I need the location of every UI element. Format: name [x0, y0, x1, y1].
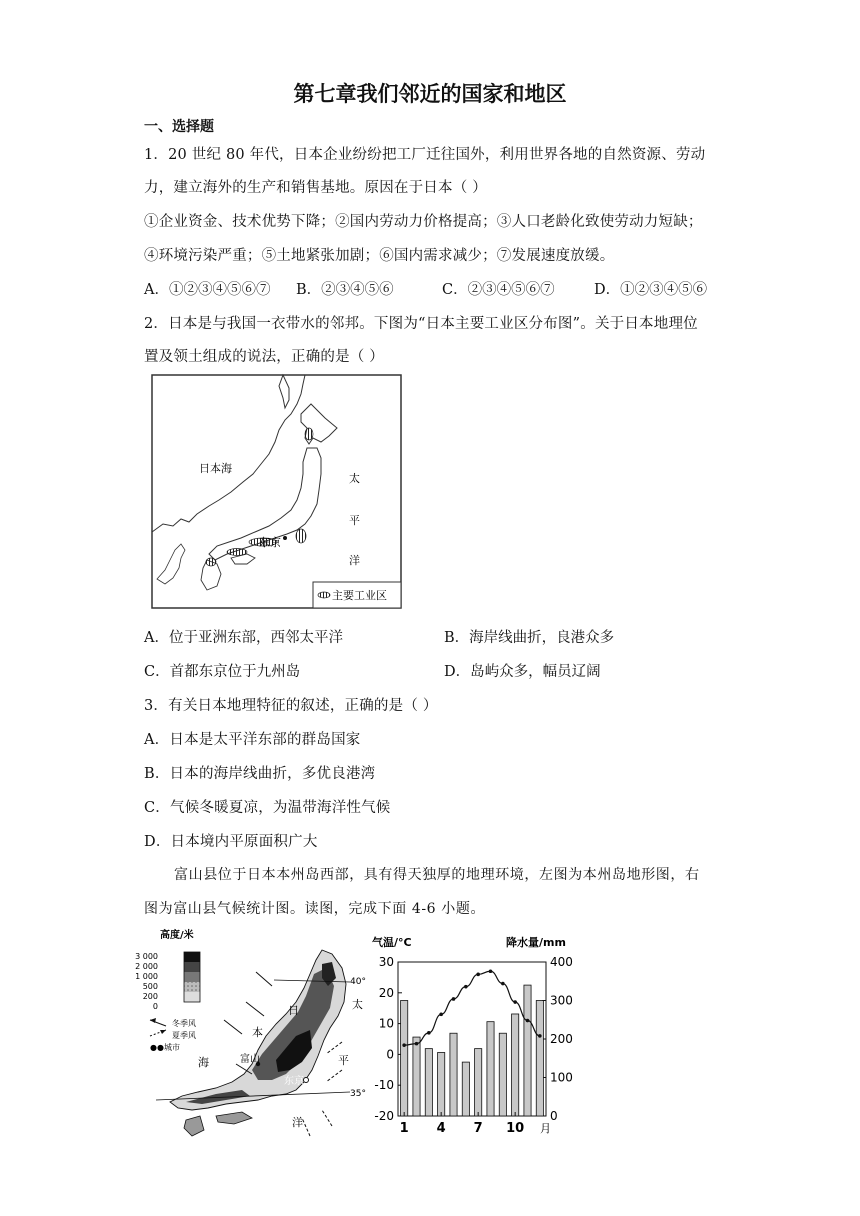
map-legend-label: 主要工业区: [332, 589, 387, 602]
temperature-point: [489, 969, 493, 973]
temperature-point: [452, 997, 456, 1001]
q3-option-a[interactable]: A．日本是太平洋东部的群岛国家: [144, 732, 361, 748]
japan-industrial-map: [151, 374, 403, 610]
q3-option-c[interactable]: C．气候冬暖夏凉，为温带海洋性气候: [144, 800, 391, 816]
left-tick-label: -10: [374, 1078, 394, 1093]
temperature-point: [402, 1043, 406, 1047]
label-tokyo: 东京: [284, 1076, 304, 1087]
label-toyama: 富山: [240, 1054, 260, 1065]
x-unit-label: 月: [540, 1122, 551, 1135]
tokyo-label: 东京: [259, 536, 281, 549]
precipitation-bar: [462, 1062, 469, 1116]
elev-3000: 3 000: [135, 952, 158, 961]
elev-200: 200: [142, 992, 158, 1001]
temperature-point: [513, 1000, 517, 1004]
city-legend-label: ●●城市: [150, 1043, 180, 1052]
right-tick-label: 400: [550, 955, 573, 969]
page-title: 第七章我们邻近的国家和地区: [293, 82, 567, 106]
precipitation-bar: [401, 1001, 408, 1117]
right-tick-label: 100: [550, 1070, 573, 1085]
precipitation-bar: [450, 1033, 457, 1116]
section-heading: 一、选择题: [144, 119, 214, 135]
lat-40: 40°: [350, 977, 366, 987]
temperature-point: [464, 985, 468, 989]
ocean-char-2: 平: [349, 514, 360, 527]
temperature-point: [415, 1042, 419, 1046]
left-tick-label: 30: [378, 955, 394, 969]
left-tick-label: 20: [378, 985, 394, 1000]
q1-option-c[interactable]: C．②③④⑤⑥⑦: [442, 282, 555, 298]
precipitation-bar: [512, 1014, 519, 1116]
winter-wind-label: 冬季风: [172, 1019, 196, 1028]
right-tick-label: 300: [550, 993, 573, 1008]
left-tick-label: 0: [386, 1047, 394, 1062]
precipitation-bar: [413, 1037, 420, 1116]
elev-1000: 1 000: [135, 972, 158, 981]
elev-0: 0: [152, 1002, 158, 1011]
q1-option-d[interactable]: D．①②③④⑤⑥: [594, 282, 708, 298]
temperature-point: [501, 982, 505, 986]
label-ping: 平: [338, 1054, 349, 1067]
elev-2000: 2 000: [135, 962, 158, 971]
x-tick-label: 7: [473, 1121, 483, 1136]
q1-option-a[interactable]: A．①②③④⑤⑥⑦: [144, 282, 271, 298]
right-tick-label: 200: [550, 1032, 573, 1046]
q3-option-b[interactable]: B．日本的海岸线曲折，多优良港湾: [144, 766, 376, 782]
x-tick-label: 1: [399, 1121, 409, 1136]
q2-option-c[interactable]: C．首都东京位于九州岛: [144, 664, 301, 680]
label-yang: 洋: [292, 1116, 303, 1129]
q2-option-a[interactable]: A．位于亚洲东部，西邻太平洋: [144, 630, 343, 646]
q2-line-2: 置及领土组成的说法，正确的是（ ）: [144, 349, 385, 365]
honshu-terrain-map: [135, 924, 376, 1150]
q1-option-b[interactable]: B．②③④⑤⑥: [296, 282, 394, 298]
left-tick-label: -20: [374, 1109, 394, 1123]
q1-line-1: 1．20 世纪 80 年代，日本企业纷纷把工厂迁往国外，利用世界各地的自然资源、劳动: [144, 147, 706, 163]
temperature-point: [538, 1034, 542, 1038]
temperature-point: [526, 1019, 530, 1023]
q3-stem: 3．有关日本地理特征的叙述，正确的是（ ）: [144, 698, 438, 714]
q2-line-1: 2．日本是与我国一衣带水的邻邦。下图为“日本主要工业区分布图”。关于日本地理位: [144, 316, 698, 332]
temperature-line: [404, 971, 540, 1045]
precipitation-bar: [524, 985, 531, 1116]
precipitation-bar: [425, 1049, 432, 1116]
sea-label: 日本海: [199, 462, 232, 475]
x-tick-label: 4: [436, 1121, 446, 1136]
label-ri: 日: [288, 1004, 299, 1017]
temperature-point: [476, 973, 480, 977]
q2-option-b[interactable]: B．海岸线曲折，良港众多: [444, 630, 615, 646]
temperature-point: [439, 1013, 443, 1017]
left-axis-label: 气温/°C: [372, 936, 412, 949]
label-ben: 本: [252, 1026, 263, 1039]
q3-option-d[interactable]: D．日本境内平原面积广大: [144, 834, 318, 850]
precipitation-bar: [536, 1001, 543, 1117]
passage-line-2: 图为富山县气候统计图。读图，完成下面 4-6 小题。: [144, 901, 486, 917]
precipitation-bar: [475, 1049, 482, 1116]
elev-500: 500: [142, 982, 158, 991]
precipitation-bar: [487, 1022, 494, 1116]
summer-wind-label: 夏季风: [172, 1031, 196, 1040]
lat-35: 35°: [350, 1089, 366, 1099]
q1-line-4: ④环境污染严重；⑤土地紧张加剧；⑥国内需求减少；⑦发展速度放缓。: [144, 248, 615, 264]
passage-line-1: 富山县位于日本本州岛西部，具有得天独厚的地理环境，左图为本州岛地形图，右: [174, 867, 700, 883]
toyama-climate-chart: [370, 930, 580, 1142]
precipitation-bar: [499, 1033, 506, 1116]
ocean-char-1: 太: [349, 472, 360, 485]
x-tick-label: 10: [506, 1121, 525, 1136]
precipitation-bar: [438, 1052, 445, 1116]
q1-line-3: ①企业资金、技术优势下降；②国内劳动力价格提高；③人口老龄化致使劳动力短缺；: [144, 214, 703, 230]
q1-line-2: 力，建立海外的生产和销售基地。原因在于日本（ ）: [144, 180, 487, 196]
label-tai: 太: [352, 998, 363, 1011]
q2-option-d[interactable]: D．岛屿众多，幅员辽阔: [444, 664, 601, 680]
ocean-char-3: 洋: [349, 554, 360, 567]
right-axis-label: 降水量/mm: [506, 936, 566, 949]
right-tick-label: 0: [550, 1109, 558, 1123]
left-tick-label: 10: [378, 1016, 394, 1031]
temperature-point: [427, 1031, 431, 1035]
elevation-legend-title: 高度/米: [160, 930, 194, 941]
label-hai: 海: [198, 1056, 209, 1069]
